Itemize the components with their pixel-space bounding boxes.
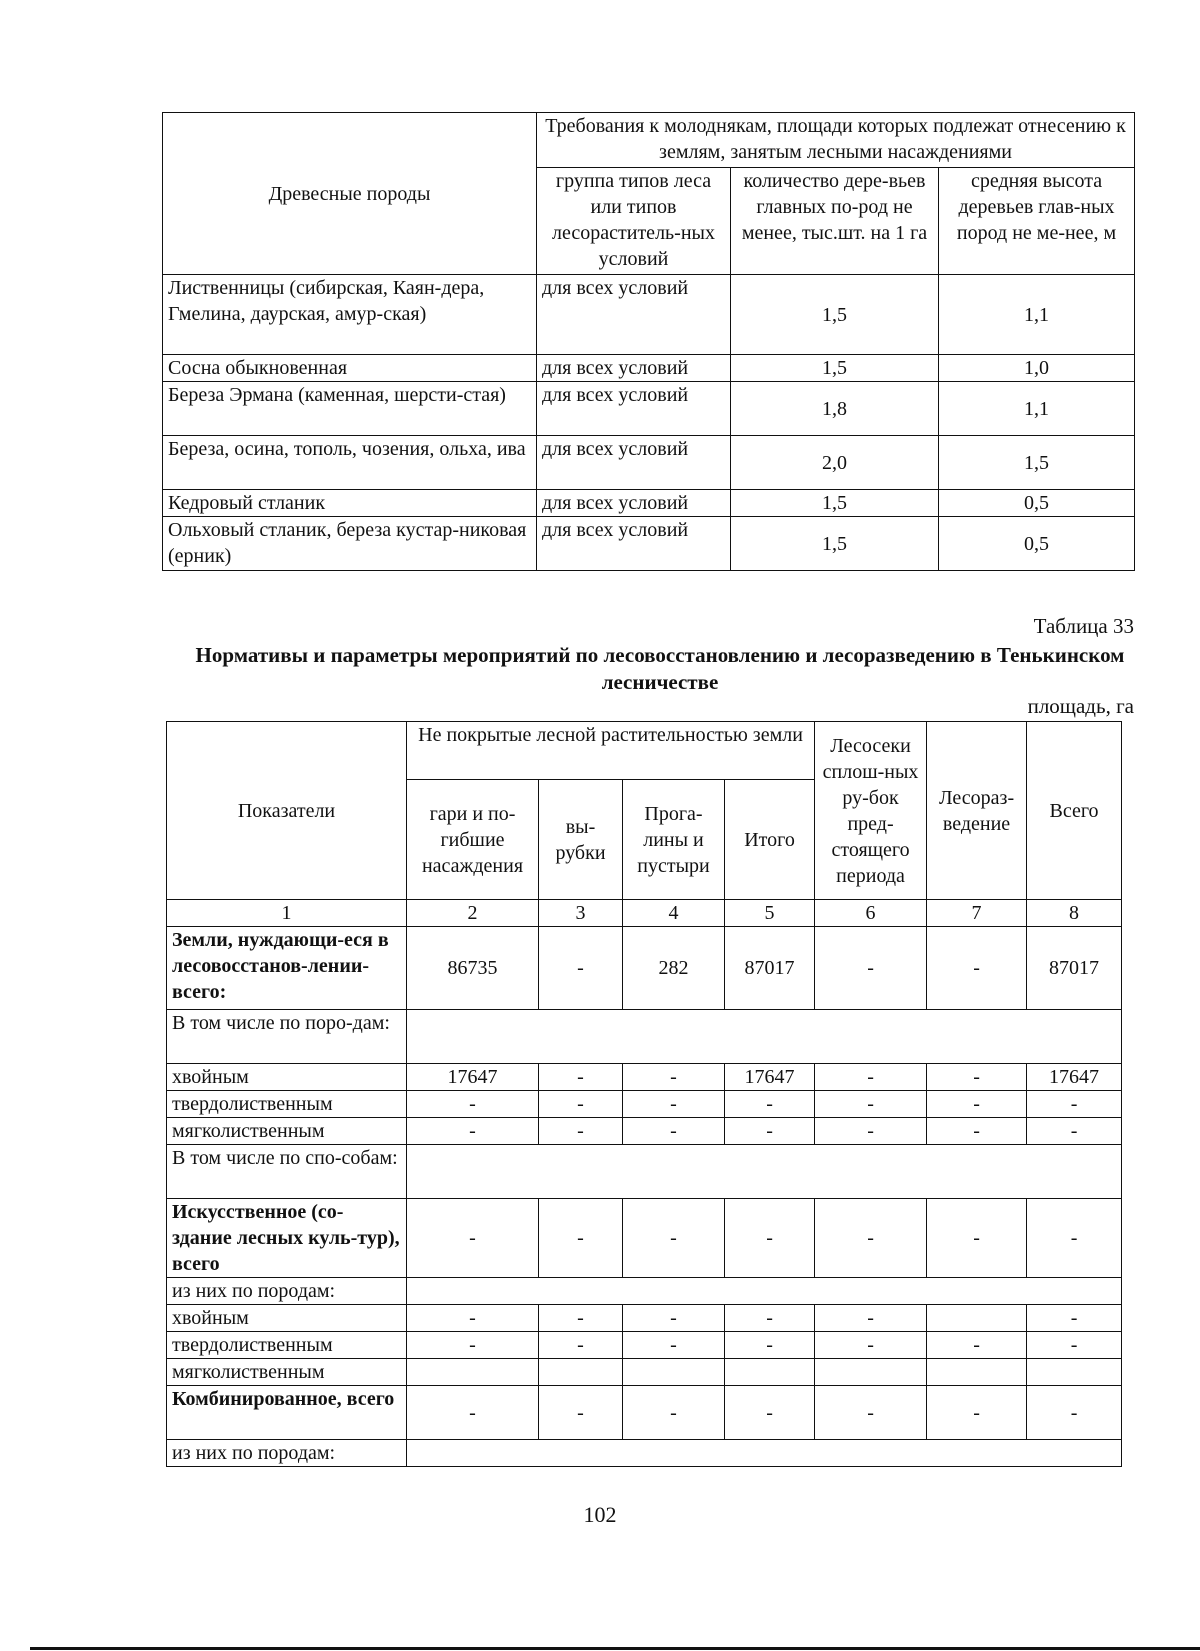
table-row [167,1305,1122,1332]
column-number: 1 [167,900,407,927]
reforestation-table [166,721,1122,1467]
tree-height: 0,5 [939,517,1135,571]
table-row [167,1332,1122,1359]
row-label: мягколиственным [167,1359,407,1386]
tree-height: 1,1 [939,382,1135,436]
species-name: Сосна обыкновенная [163,355,537,382]
table-title: Нормативы и параметры мероприятий по лесовосстановлению и лесоразведению в Тенькинском лесничестве [195,643,1125,694]
table-number: Таблица 33 [1033,614,1134,638]
value-cell: - [539,1332,623,1359]
table-row [163,382,1135,436]
table-row [167,1064,1122,1091]
value-cell: - [539,1091,623,1118]
value-cell [1027,1359,1122,1386]
header-indicators: Показатели [167,722,407,900]
tree-height: 1,5 [939,436,1135,490]
column-number: 7 [927,900,1027,927]
value-cell: - [927,1118,1027,1145]
bottom-rule [30,1647,1200,1650]
conditions: для всех условий [537,517,731,571]
conditions: для всех условий [537,275,731,355]
table-row [167,1199,1122,1278]
tree-count: 1,8 [731,382,939,436]
value-cell [725,1359,815,1386]
column-number: 5 [725,900,815,927]
header-burned: гари и по-гибшие насаждения [407,780,539,900]
species-name: Кедровый стланик [163,490,537,517]
value-cell [927,1305,1027,1332]
header-total: Всего [1027,722,1122,900]
value-cell: - [1027,1386,1122,1440]
header-species: Древесные породы [163,113,537,275]
column-number: 3 [539,900,623,927]
column-number: 8 [1027,900,1122,927]
tree-height: 1,0 [939,355,1135,382]
value-cell: 87017 [1027,927,1122,1010]
header-clearings: вы-рубки [539,780,623,900]
table-row [167,1359,1122,1386]
value-cell: - [725,1332,815,1359]
value-cell: 282 [623,927,725,1010]
value-cell: - [623,1091,725,1118]
value-cell: - [407,1118,539,1145]
value-cell: - [927,1386,1027,1440]
value-cell: - [1027,1118,1122,1145]
page-number: 102 [583,1502,617,1527]
value-cell: - [1027,1332,1122,1359]
row-label: из них по породам: [167,1440,407,1467]
value-cell: - [623,1305,725,1332]
row-label: мягколиственным [167,1118,407,1145]
value-cell [407,1359,539,1386]
species-requirements-table [162,112,1135,571]
value-cell: - [1027,1199,1122,1278]
value-cell: - [815,927,927,1010]
table-row [167,1118,1122,1145]
row-label: из них по породам: [167,1278,407,1305]
section-span [407,1010,1122,1064]
table-row [163,490,1135,517]
section-span [407,1145,1122,1199]
section-row [167,1440,1122,1467]
value-cell: - [725,1118,815,1145]
tree-count: 1,5 [731,517,939,571]
header-tree-count: количество дере-вьев главных по-род не менее, тыс.шт. на 1 га [731,168,939,275]
section-row [167,1010,1122,1064]
value-cell: - [539,1386,623,1440]
conditions: для всех условий [537,355,731,382]
value-cell: - [725,1091,815,1118]
conditions: для всех условий [537,382,731,436]
value-cell [539,1359,623,1386]
column-number: 6 [815,900,927,927]
tree-count: 1,5 [731,490,939,517]
species-name: Береза, осина, тополь, чозения, ольха, ива [163,436,537,490]
value-cell: - [407,1199,539,1278]
header-glades: Прога-лины и пустыри [623,780,725,900]
section-row [167,1278,1122,1305]
table-body [167,927,1122,1467]
table-row [167,1091,1122,1118]
row-label: твердолиственным [167,1332,407,1359]
value-cell: - [725,1199,815,1278]
value-cell: - [539,1064,623,1091]
value-cell [623,1359,725,1386]
tree-height: 1,1 [939,275,1135,355]
value-cell: - [623,1064,725,1091]
column-number-row [167,900,1122,927]
value-cell: - [815,1064,927,1091]
species-name: Ольховый стланик, береза кустар-никовая (ерник) [163,517,537,571]
header-forest-type: группа типов леса или типов лесораститель-ных условий [537,168,731,275]
value-cell: - [815,1091,927,1118]
row-label: твердолиственным [167,1091,407,1118]
value-cell: - [539,927,623,1010]
value-cell: - [1027,1091,1122,1118]
value-cell: - [407,1305,539,1332]
value-cell: - [623,1118,725,1145]
value-cell: - [815,1332,927,1359]
conditions: для всех условий [537,490,731,517]
row-label: Комбинированное, всего [167,1386,407,1440]
species-name: Лиственницы (сибирская, Каян-дера, Гмелина, даурская, амур-ская) [163,275,537,355]
value-cell: - [623,1386,725,1440]
value-cell: - [623,1332,725,1359]
value-cell: 87017 [725,927,815,1010]
column-number: 4 [623,900,725,927]
conditions: для всех условий [537,436,731,490]
value-cell: 17647 [1027,1064,1122,1091]
value-cell: - [815,1118,927,1145]
header-afforestation: Лесораз-ведение [927,722,1027,900]
tree-count: 2,0 [731,436,939,490]
value-cell: - [725,1386,815,1440]
value-cell: - [623,1199,725,1278]
value-cell: - [815,1199,927,1278]
tree-height: 0,5 [939,490,1135,517]
value-cell: - [407,1091,539,1118]
value-cell: - [927,1332,1027,1359]
section-row [167,1145,1122,1199]
section-span [407,1440,1122,1467]
value-cell: - [927,1091,1027,1118]
species-name: Береза Эрмана (каменная, шерсти-стая) [163,382,537,436]
units-label: площадь, га [1027,694,1134,718]
table-row [163,355,1135,382]
table-row [167,927,1122,1010]
header-requirements: Требования к молоднякам, площади которых подлежат отнесению к землям, занятым лесными насаждениями [537,113,1135,168]
header-tree-height: средняя высота деревьев глав-ных пород не ме-нее, м [939,168,1135,275]
value-cell: - [815,1305,927,1332]
value-cell: - [927,927,1027,1010]
row-label: В том числе по спо-собам: [167,1145,407,1199]
value-cell: - [725,1305,815,1332]
value-cell: - [539,1199,623,1278]
value-cell: 17647 [725,1064,815,1091]
table-row [167,1386,1122,1440]
section-span [407,1278,1122,1305]
column-number: 2 [407,900,539,927]
value-cell: - [407,1386,539,1440]
table-row [163,436,1135,490]
value-cell: 86735 [407,927,539,1010]
row-label: Земли, нуждающи-еся в лесовосстанов-лении- всего: [167,927,407,1010]
value-cell [815,1359,927,1386]
value-cell: - [1027,1305,1122,1332]
row-label: В том числе по поро-дам: [167,1010,407,1064]
header-cutting-areas: Лесосеки сплош-ных ру-бок пред-стоящего периода [815,722,927,900]
value-cell: - [539,1118,623,1145]
tree-count: 1,5 [731,355,939,382]
header-uncovered-lands: Не покрытые лесной растительностью земли [407,722,815,780]
value-cell: - [407,1332,539,1359]
value-cell: - [927,1064,1027,1091]
value-cell [927,1359,1027,1386]
row-label: хвойным [167,1064,407,1091]
value-cell: - [927,1199,1027,1278]
header-subtotal: Итого [725,780,815,900]
row-label: Искусственное (со-здание лесных куль-тур), всего [167,1199,407,1278]
table-row [163,275,1135,355]
table-row [163,517,1135,571]
tree-count: 1,5 [731,275,939,355]
value-cell: - [539,1305,623,1332]
value-cell: 17647 [407,1064,539,1091]
value-cell: - [815,1386,927,1440]
row-label: хвойным [167,1305,407,1332]
